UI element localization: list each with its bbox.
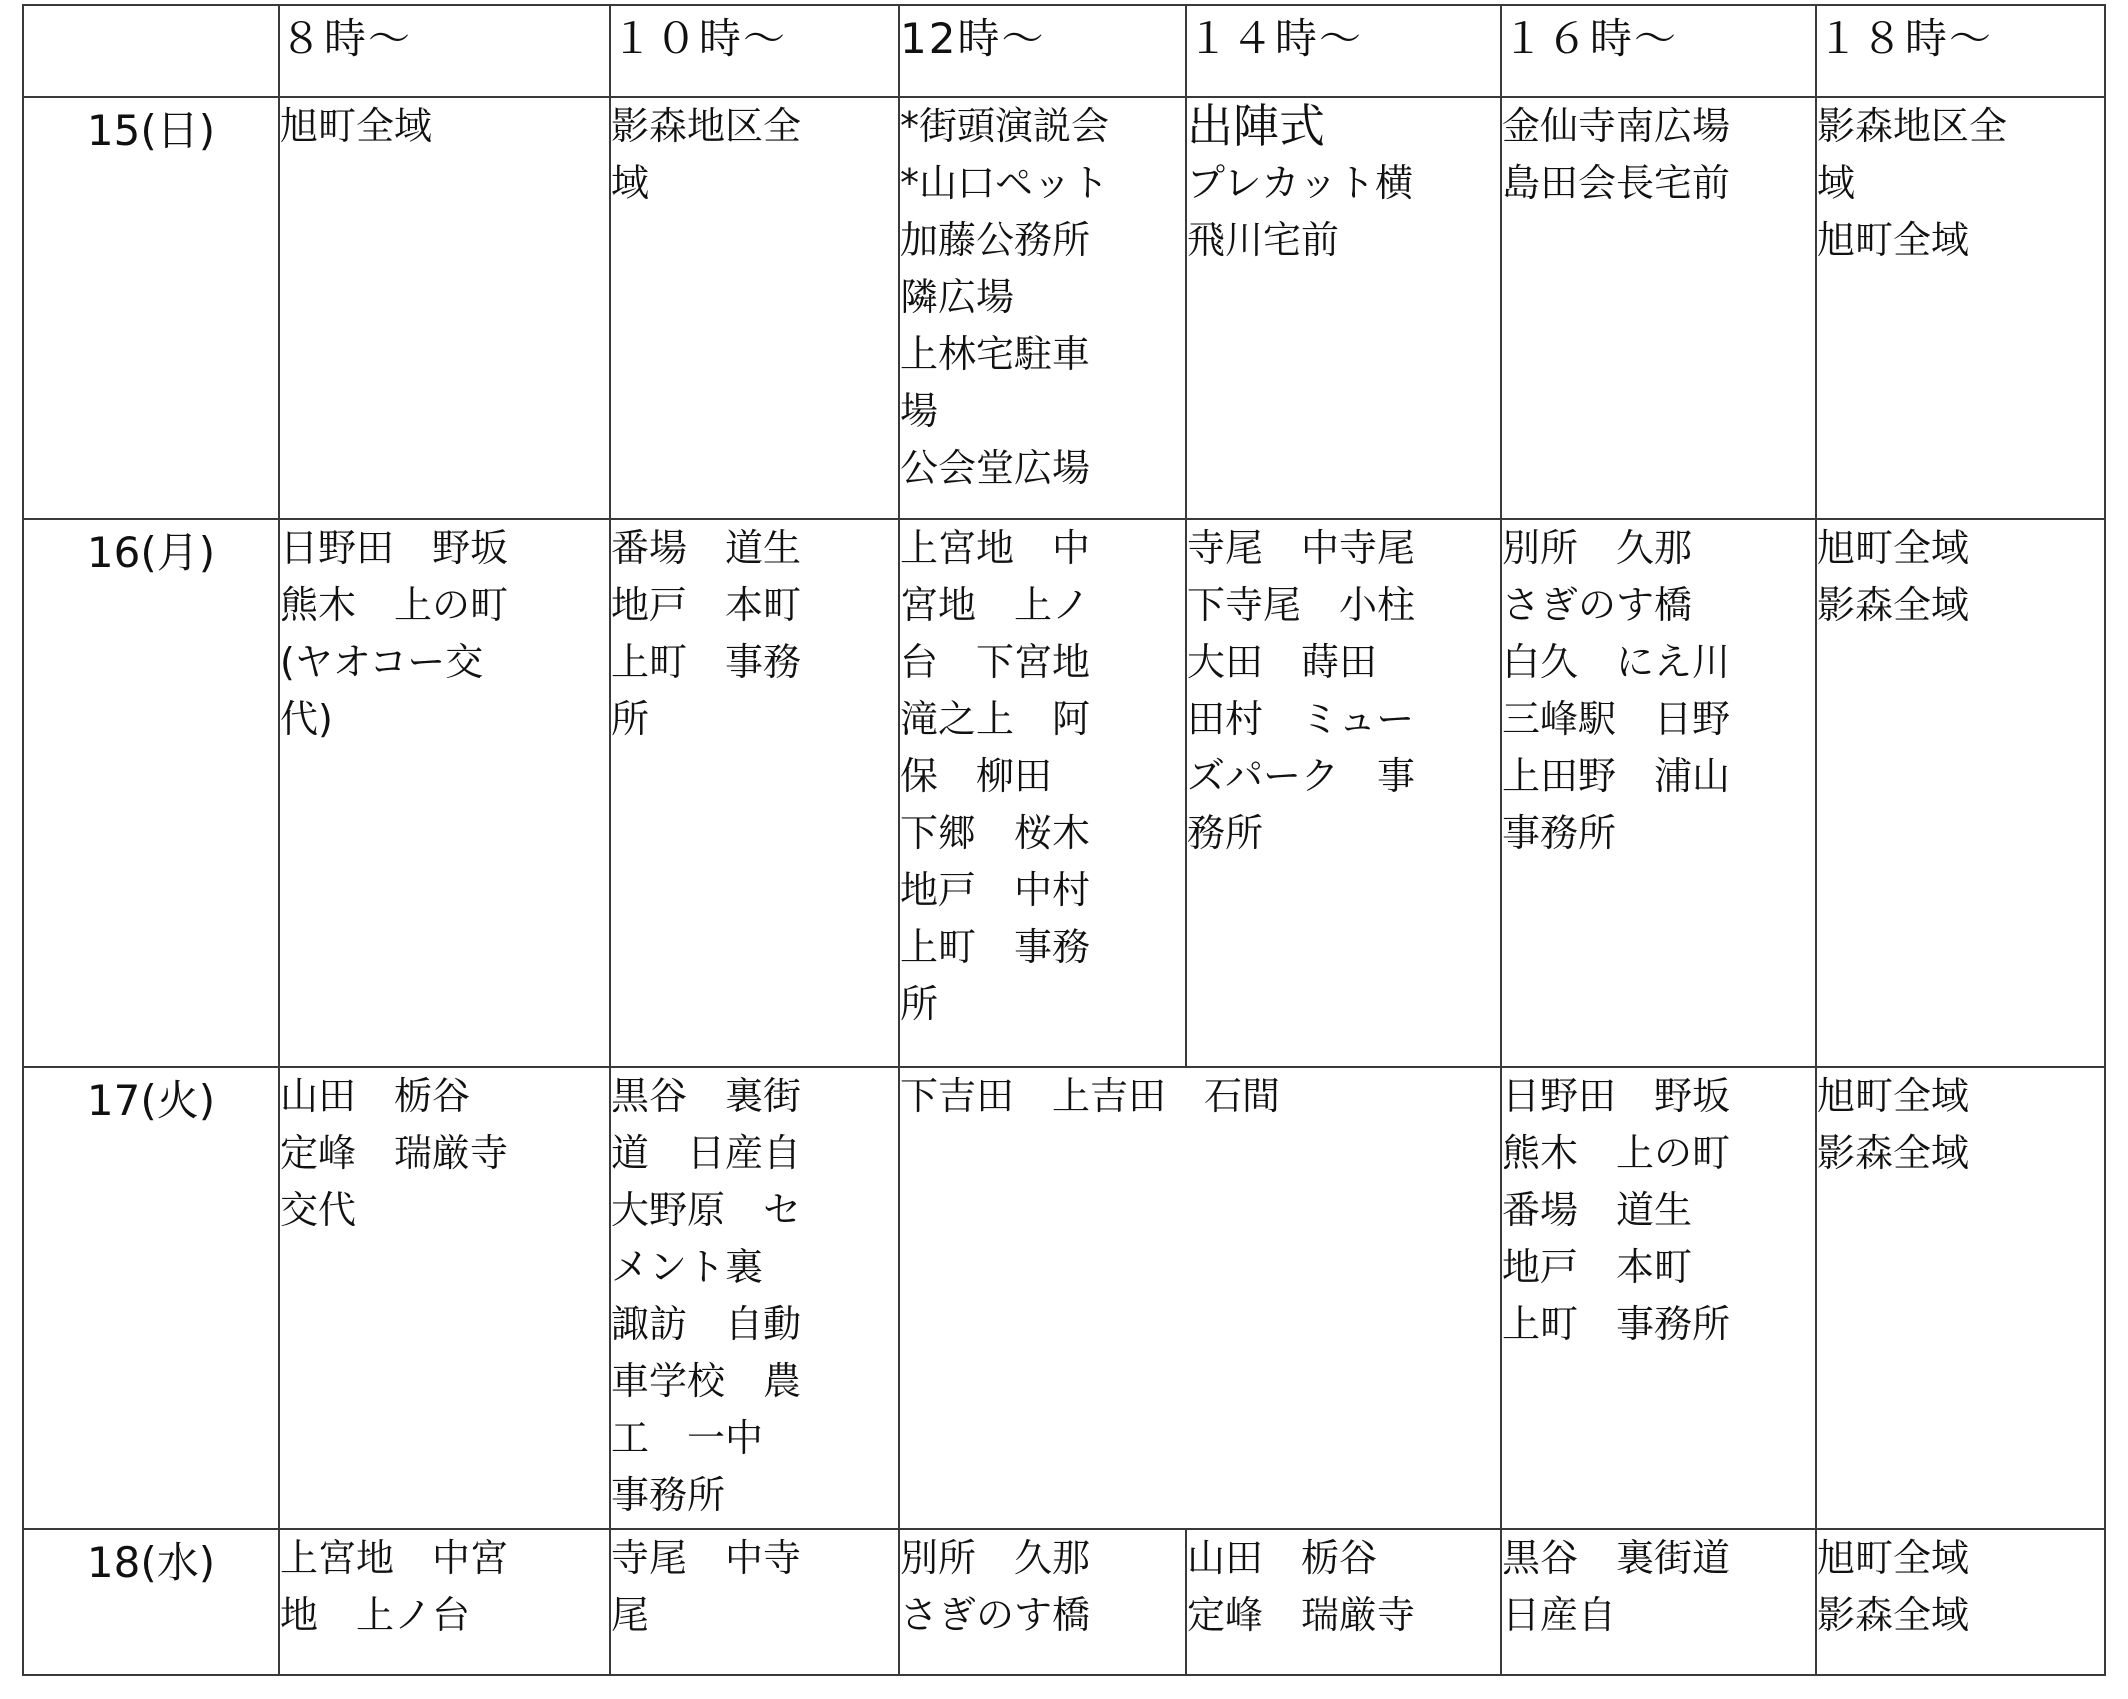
cell-line: 黒谷 裏街 bbox=[611, 1074, 802, 1118]
row-18 bbox=[23, 1529, 2105, 1675]
cell-line: 日産自 bbox=[1502, 1593, 1617, 1637]
time-header-18: １８時～ bbox=[1816, 5, 2105, 97]
cell-15-08 bbox=[279, 97, 610, 519]
cell-line: 諏訪 自動 bbox=[611, 1302, 802, 1346]
cell-line: 務所 bbox=[1187, 811, 1264, 855]
row-15 bbox=[23, 97, 2105, 519]
cell-line: 上宮地 中 bbox=[900, 526, 1091, 570]
cell-line: ズパーク 事 bbox=[1187, 754, 1416, 798]
cell-line: (ヤオコー交 bbox=[280, 640, 484, 684]
cell-line: 下郷 桜木 bbox=[900, 811, 1091, 855]
cell-line: 下寺尾 小柱 bbox=[1187, 583, 1416, 627]
cell-line: 地戸 本町 bbox=[611, 583, 802, 627]
cell-line: 地戸 中村 bbox=[900, 868, 1091, 912]
cell-line: 定峰 瑞厳寺 bbox=[280, 1131, 509, 1175]
cell-line: 山田 栃谷 bbox=[280, 1074, 471, 1118]
row-16 bbox=[23, 519, 2105, 1067]
cell-line: 上町 事務 bbox=[611, 640, 802, 684]
cell-line: 地 上ノ台 bbox=[280, 1593, 471, 1637]
cell-16-18 bbox=[1816, 519, 2105, 1067]
cell-line: 大田 蒔田 bbox=[1187, 640, 1378, 684]
cell-18-16 bbox=[1501, 1529, 1816, 1675]
cell-line: 山田 栃谷 bbox=[1187, 1536, 1378, 1580]
cell-line: 加藤公務所 bbox=[900, 218, 1091, 262]
cell-line: 旭町全域 bbox=[1817, 526, 1970, 570]
cell-line: 下吉田 上吉田 石間 bbox=[900, 1074, 1281, 1118]
cell-line: 所 bbox=[611, 697, 650, 741]
cell-line: 域 bbox=[1817, 161, 1856, 205]
time-header-14: １４時～ bbox=[1186, 5, 1501, 97]
cell-line: 旭町全域 bbox=[280, 104, 433, 148]
cell-17-10 bbox=[610, 1067, 899, 1529]
cell-line: 島田会長宅前 bbox=[1502, 161, 1731, 205]
cell-line: 地戸 本町 bbox=[1502, 1245, 1693, 1289]
cell-15-18 bbox=[1816, 97, 2105, 519]
schedule-table bbox=[22, 4, 2106, 1676]
cell-18-10 bbox=[610, 1529, 899, 1675]
cell-line: 影森地区全 bbox=[611, 104, 802, 148]
cell-17-18 bbox=[1816, 1067, 2105, 1529]
cell-line: メント裏 bbox=[611, 1245, 764, 1289]
cell-15-10 bbox=[610, 97, 899, 519]
cell-line: さぎのす橋 bbox=[1502, 583, 1693, 627]
cell-line: 別所 久那 bbox=[900, 1536, 1091, 1580]
cell-line: 白久 にえ川 bbox=[1502, 640, 1731, 684]
cell-16-16 bbox=[1501, 519, 1816, 1067]
cell-line: 域 bbox=[611, 161, 650, 205]
cell-18-14 bbox=[1186, 1529, 1501, 1675]
cell-line: 寺尾 中寺 bbox=[611, 1536, 802, 1580]
cell-line: 台 下宮地 bbox=[900, 640, 1091, 684]
cell-16-10 bbox=[610, 519, 899, 1067]
cell-17-16 bbox=[1501, 1067, 1816, 1529]
cell-line: 車学校 農 bbox=[611, 1359, 802, 1403]
cell-15-12 bbox=[899, 97, 1186, 519]
cell-16-12 bbox=[899, 519, 1186, 1067]
cell-line: 道 日産自 bbox=[611, 1131, 802, 1175]
cell-line: 飛川宅前 bbox=[1187, 218, 1340, 262]
cell-line: さぎのす橋 bbox=[900, 1593, 1091, 1637]
cell-line: 場 bbox=[900, 389, 939, 433]
cell-line: 宮地 上ノ bbox=[900, 583, 1091, 627]
day-label-15: 15(日) bbox=[23, 97, 279, 519]
cell-line: 上田野 浦山 bbox=[1502, 754, 1731, 798]
cell-17-08 bbox=[279, 1067, 610, 1529]
cell-line: 田村 ミュー bbox=[1187, 697, 1415, 741]
cell-line: 隣広場 bbox=[900, 275, 1015, 319]
cell-line: 日野田 野坂 bbox=[1502, 1074, 1731, 1118]
cell-line: 上町 事務所 bbox=[1502, 1302, 1731, 1346]
cell-line: 影森全域 bbox=[1817, 583, 1970, 627]
cell-15-16 bbox=[1501, 97, 1816, 519]
time-header-8: ８時～ bbox=[279, 5, 610, 97]
cell-16-14 bbox=[1186, 519, 1501, 1067]
cell-18-18 bbox=[1816, 1529, 2105, 1675]
day-label-16: 16(月) bbox=[23, 519, 279, 1067]
cell-line: 金仙寺南広場 bbox=[1502, 104, 1731, 148]
cell-line: 三峰駅 日野 bbox=[1502, 697, 1731, 741]
cell-line: 出陣式 bbox=[1187, 99, 1325, 153]
cell-line: 別所 久那 bbox=[1502, 526, 1693, 570]
time-header-12: 12時～ bbox=[899, 5, 1186, 97]
cell-line: 旭町全域 bbox=[1817, 1536, 1970, 1580]
cell-line: 大野原 セ bbox=[611, 1188, 802, 1232]
cell-line: *街頭演説会 bbox=[900, 104, 1110, 148]
cell-line: 滝之上 阿 bbox=[900, 697, 1091, 741]
cell-line: 番場 道生 bbox=[1502, 1188, 1693, 1232]
cell-line: 尾 bbox=[611, 1593, 650, 1637]
cell-18-08 bbox=[279, 1529, 610, 1675]
header-row bbox=[23, 5, 2105, 97]
cell-line: 交代 bbox=[280, 1188, 357, 1232]
cell-line: 旭町全域 bbox=[1817, 1074, 1970, 1118]
day-label-18: 18(水) bbox=[23, 1529, 279, 1675]
cell-line: 上林宅駐車 bbox=[900, 332, 1091, 376]
cell-line: 事務所 bbox=[1502, 811, 1617, 855]
cell-line: 寺尾 中寺尾 bbox=[1187, 526, 1416, 570]
cell-line: 番場 道生 bbox=[611, 526, 802, 570]
corner-cell bbox=[23, 5, 279, 97]
cell-line: プレカット横 bbox=[1187, 161, 1414, 205]
time-header-16: １６時～ bbox=[1501, 5, 1816, 97]
cell-15-14 bbox=[1186, 97, 1501, 519]
cell-line: 事務所 bbox=[611, 1473, 726, 1517]
cell-line: 日野田 野坂 bbox=[280, 526, 509, 570]
cell-line: 上町 事務 bbox=[900, 925, 1091, 969]
cell-line: 工 一中 bbox=[611, 1416, 764, 1460]
cell-18-12 bbox=[899, 1529, 1186, 1675]
cell-line: *山口ペット bbox=[900, 161, 1110, 205]
cell-line: 影森全域 bbox=[1817, 1593, 1970, 1637]
time-header-10: １０時～ bbox=[610, 5, 899, 97]
cell-line: 黒谷 裏街道 bbox=[1502, 1536, 1731, 1580]
cell-line: 公会堂広場 bbox=[900, 446, 1091, 490]
cell-17-12-14 bbox=[899, 1067, 1501, 1529]
cell-line: 所 bbox=[900, 982, 939, 1026]
cell-line: 旭町全域 bbox=[1817, 218, 1970, 262]
cell-line: 熊木 上の町 bbox=[280, 583, 509, 627]
day-label-17: 17(火) bbox=[23, 1067, 279, 1529]
cell-line: 代) bbox=[280, 697, 333, 741]
cell-line: 影森地区全 bbox=[1817, 104, 2008, 148]
cell-16-08 bbox=[279, 519, 610, 1067]
cell-line: 熊木 上の町 bbox=[1502, 1131, 1731, 1175]
cell-line: 影森全域 bbox=[1817, 1131, 1970, 1175]
cell-line: 上宮地 中宮 bbox=[280, 1536, 509, 1580]
cell-line: 保 柳田 bbox=[900, 754, 1053, 798]
row-17 bbox=[23, 1067, 2105, 1529]
cell-line: 定峰 瑞厳寺 bbox=[1187, 1593, 1416, 1637]
